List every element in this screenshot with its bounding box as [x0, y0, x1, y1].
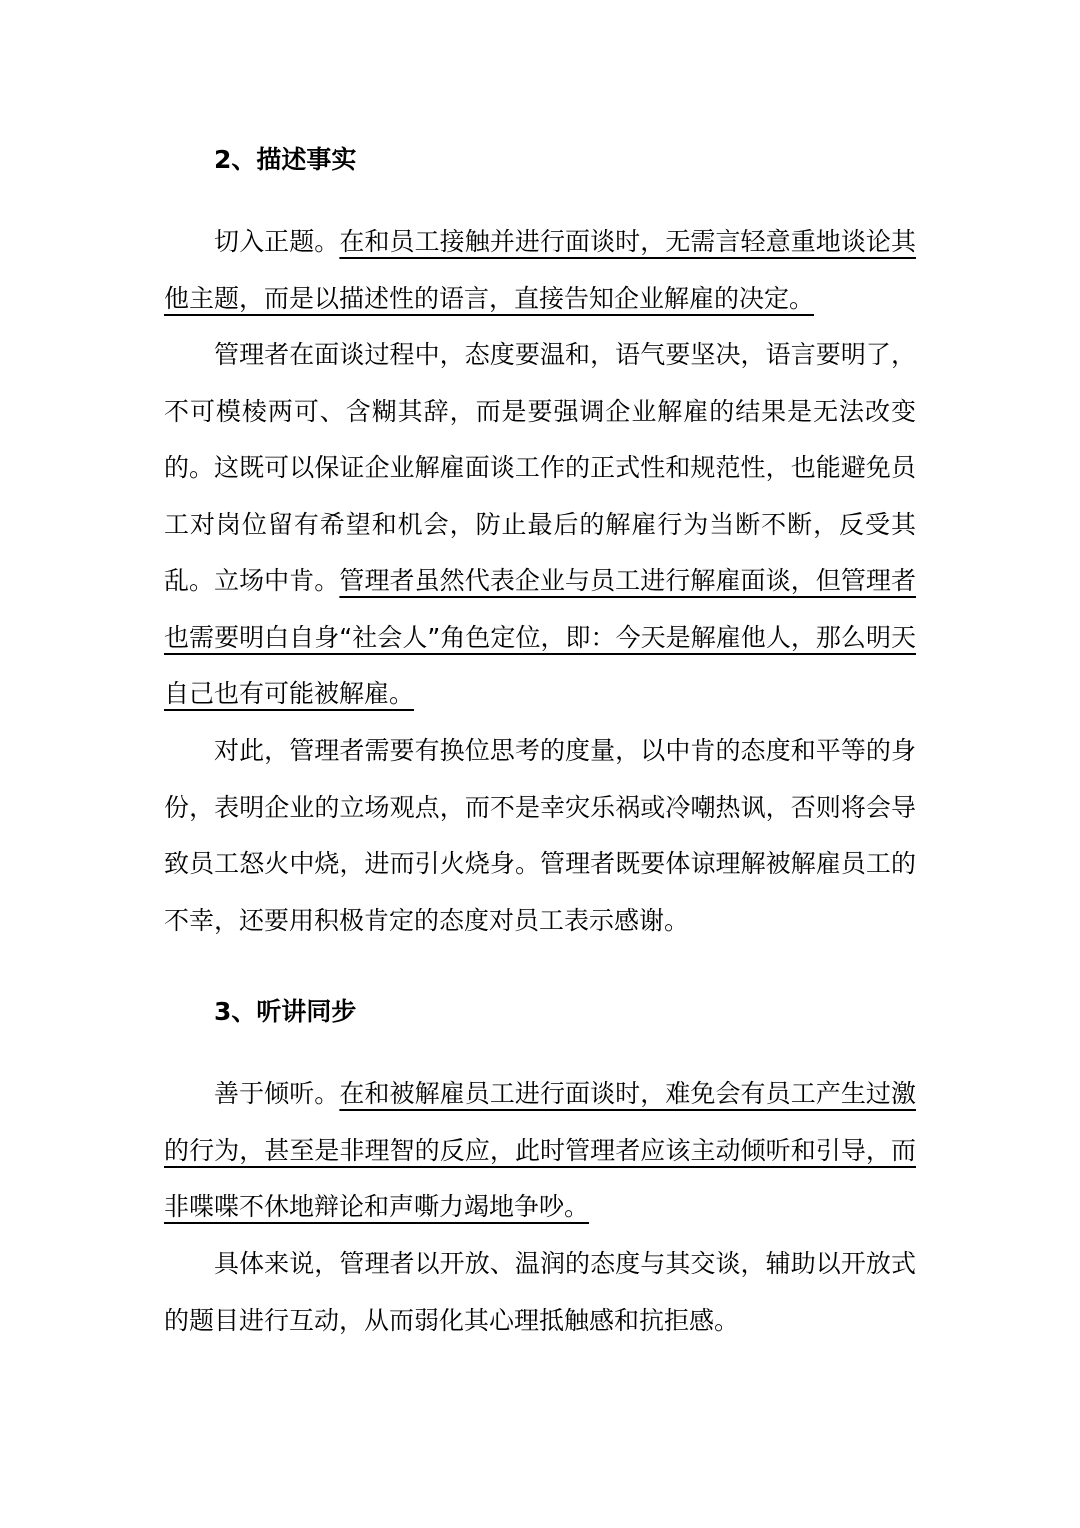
paragraph-lead: 善于倾听。 — [214, 1079, 340, 1108]
section-2-paragraph-5: 对此，管理者需要有换位思考的度量，以中肯的态度和平等的身份，表明企业的立场观点，而不是幸灾乐祸或冷嘲热讽，否则将会导致员工怒火中烧，进而引火烧身。管理者既要体谅理解被解雇员工的不幸，还要用积极肯定的态度对员工表示感谢。 — [164, 736, 916, 935]
section-2-paragraph-4 — [164, 553, 916, 723]
section-3-paragraph-2: 具体来说，管理者以开放、温润的态度与其交谈，辅助以开放式的题目进行互动，从而弱化其心理抵触感和抗拒感。 — [164, 1249, 916, 1335]
paragraph-lead: 切入正题。 — [214, 227, 340, 256]
paragraph-lead: 立场中肯。 — [214, 566, 340, 595]
section-3-heading: 3、听讲同步 — [214, 997, 357, 1026]
section-2-paragraph-3: 这既可以保证企业解雇面谈工作的正式性和规范性，也能避免员工对岗位留有希望和机会，防止最后的解雇行为当断不断，反受其乱。 — [164, 453, 916, 595]
section-2-paragraph-1 — [164, 214, 916, 327]
underlined-text: 管理者虽然代表企业与员工进行解雇面谈，但管理者也需要明白自身“社会人”角色定位，即：今天是解雇他人，那么明天自己也有可能被解雇。 — [164, 566, 916, 708]
section-2-paragraph-2: 管理者在面谈过程中，态度要温和，语气要坚决，语言要明了，不可模棱两可、含糊其辞，而是要强调企业解雇的结果是无法改变的。 — [164, 340, 916, 482]
section-2-heading: 2、描述事实 — [214, 145, 357, 174]
section-3-paragraph-1 — [164, 1066, 916, 1236]
underlined-text: 在和被解雇员工进行面谈时，难免会有员工产生过激的行为，甚至是非理智的反应，此时管理者应该主动倾听和引导，而非喋喋不休地辩论和声嘶力竭地争吵。 — [164, 1079, 916, 1221]
underlined-text: 在和员工接触并进行面谈时，无需言轻意重地谈论其他主题，而是以描述性的语言，直接告知企业解雇的决定。 — [164, 227, 916, 313]
